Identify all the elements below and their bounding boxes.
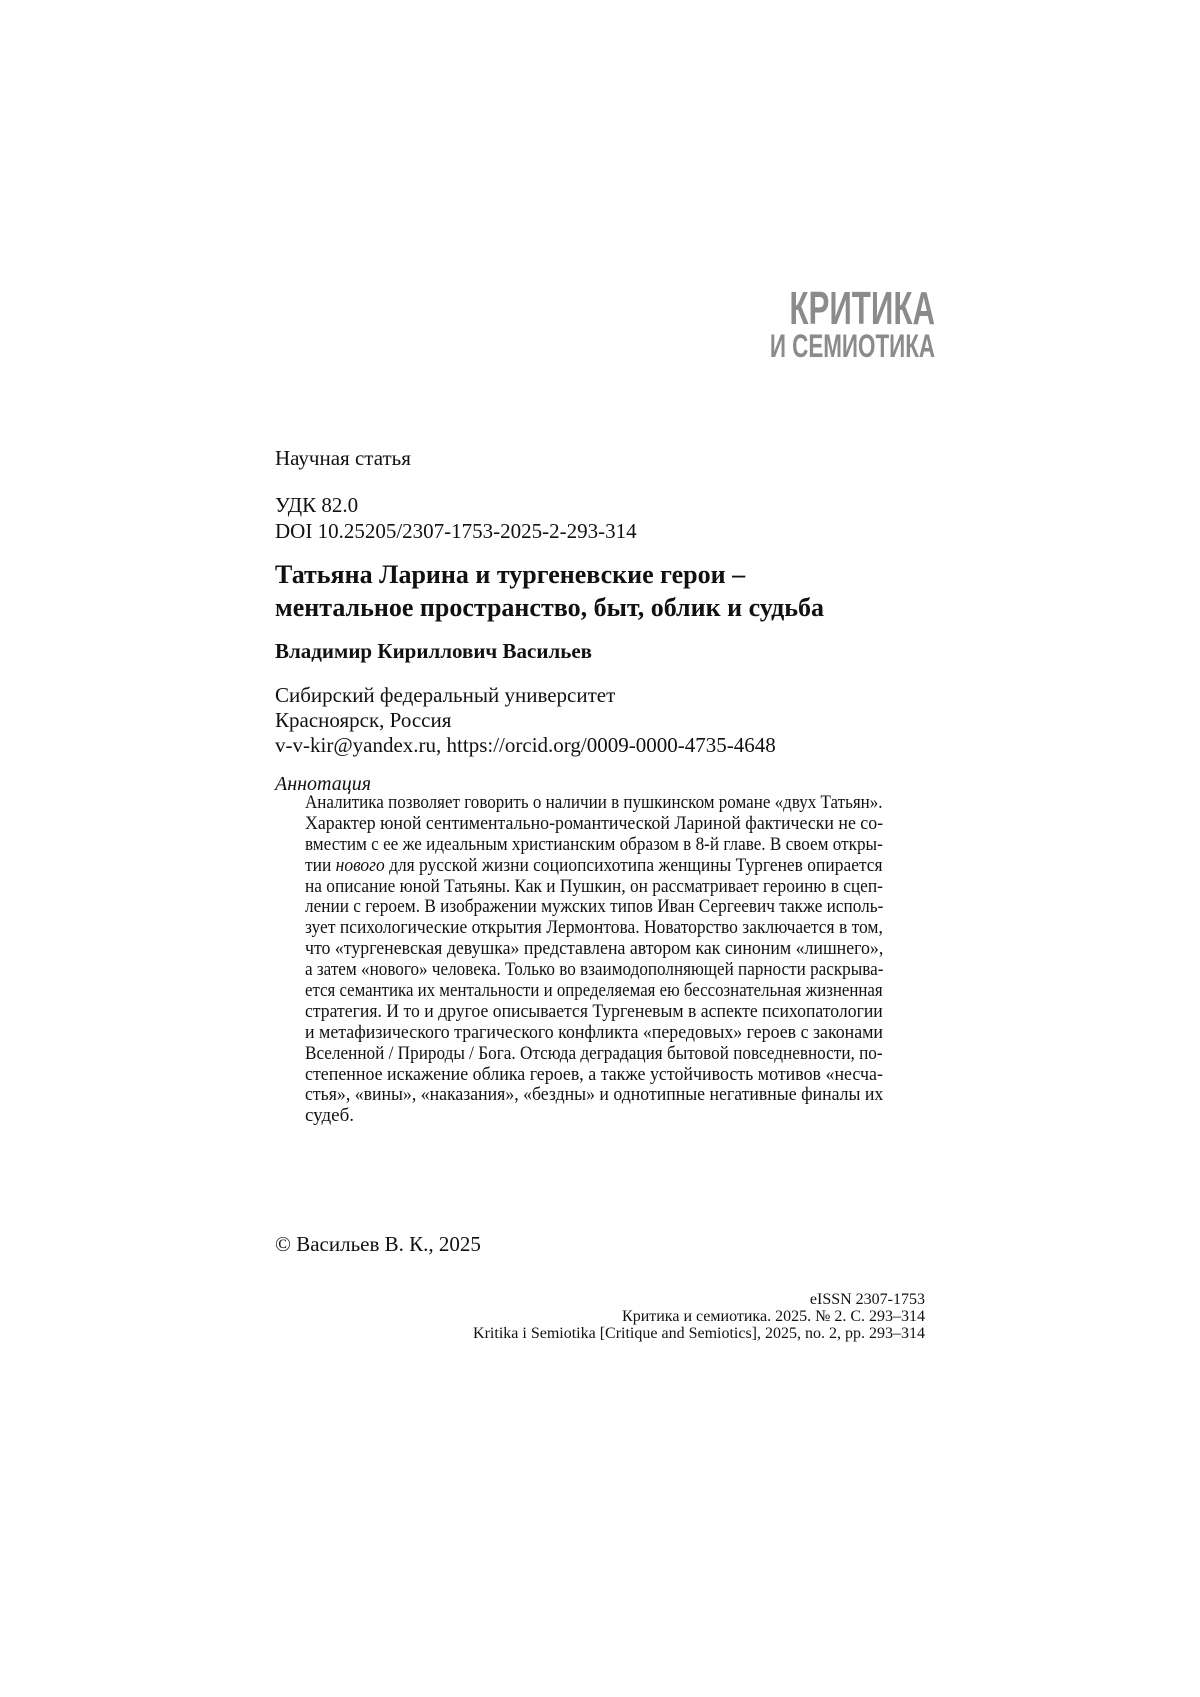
abstract-line: Аналитика позволяет говорить о наличии в пушкинском романе «двух Татьян». [305,792,883,813]
abstract-line: стья», «вины», «наказания», «бездны» и однотипные негативные финалы их [305,1084,884,1106]
abstract-line: Характер юной сентиментально-романтической Лариной фактически не со- [305,812,884,834]
affiliation-location: Красноярск, Россия [275,708,452,732]
abstract-line: на описание юной Татьяны. Как и Пушкин, он рассматривает героиню в сцеп- [305,875,883,897]
abstract-line: а затем «нового» человека. Только во взаимодополняющей парности раскрыва- [305,959,884,981]
abstract-line: степенное искажение облика героев, а также устойчивость мотивов «несча- [305,1063,883,1085]
abstract-line: судеб. [305,1105,355,1127]
abstract-line: и метафизического трагического конфликта «передовых» героев с законами [305,1021,883,1043]
affiliation-block [275,683,615,733]
author-name: Владимир Кириллович Васильев [275,639,592,663]
journal-logo-line1: КРИТИКА [789,282,935,334]
page-footer [473,1292,925,1342]
footer-line: eISSN 2307-1753 [809,1291,925,1308]
journal-logo-line2: И СЕМИОТИКА [769,328,935,364]
copyright-line: © Васильев В. К., 2025 [275,1232,481,1256]
abstract-line: зует психологические открытия Лермонтова. Новаторство заключается в том, [305,917,883,939]
abstract-line: Вселенной / Природы / Бога. Отсюда деградация бытовой повседневности, по- [305,1042,883,1064]
author-contact: v-v-kir@yandex.ru, https://orcid.org/0009-0000-4735-4648 [275,733,776,757]
abstract-line: лении с героем. В изображении мужских типов Иван Сергеевич также исполь- [305,896,884,918]
article-title-line1: Татьяна Ларина и тургеневские герои – [275,560,746,589]
affiliation: Сибирский федеральный университет [275,683,616,707]
journal-logo [699,282,935,364]
article-title [275,558,824,624]
footer-line: Критика и семиотика. 2025. № 2. С. 293–314 [622,1307,925,1325]
abstract-lines [305,793,883,1127]
doi-number: DOI 10.25205/2307-1753-2025-2-293-314 [275,519,637,543]
article-title-line2: ментальное пространство, быт, облик и судьба [275,593,825,622]
abstract-line: тии нового для русской жизни социопсихотипа женщины Тургенев опирается [305,854,883,876]
udc-number: УДК 82.0 [275,493,359,517]
abstract-label: Аннотация [275,773,372,795]
abstract-line: ется семантика их ментальности и определяемая ею бессознательная жизненная [305,980,883,1002]
footer-line: Kritika i Semiotika [Critique and Semiotics], 2025, no. 2, pp. 293–314 [473,1324,925,1342]
abstract-line: стратегия. И то и другое описывается Тургеневым в аспекте психопатологии [305,1000,883,1022]
abstract-line: вместим с ее же идеальным христианским образом в 8-й главе. В своем откры- [305,833,883,855]
article-type-label: Научная статья [275,446,411,470]
abstract-line: что «тургеневская девушка» представлена автором как синоним «лишнего», [305,938,884,960]
